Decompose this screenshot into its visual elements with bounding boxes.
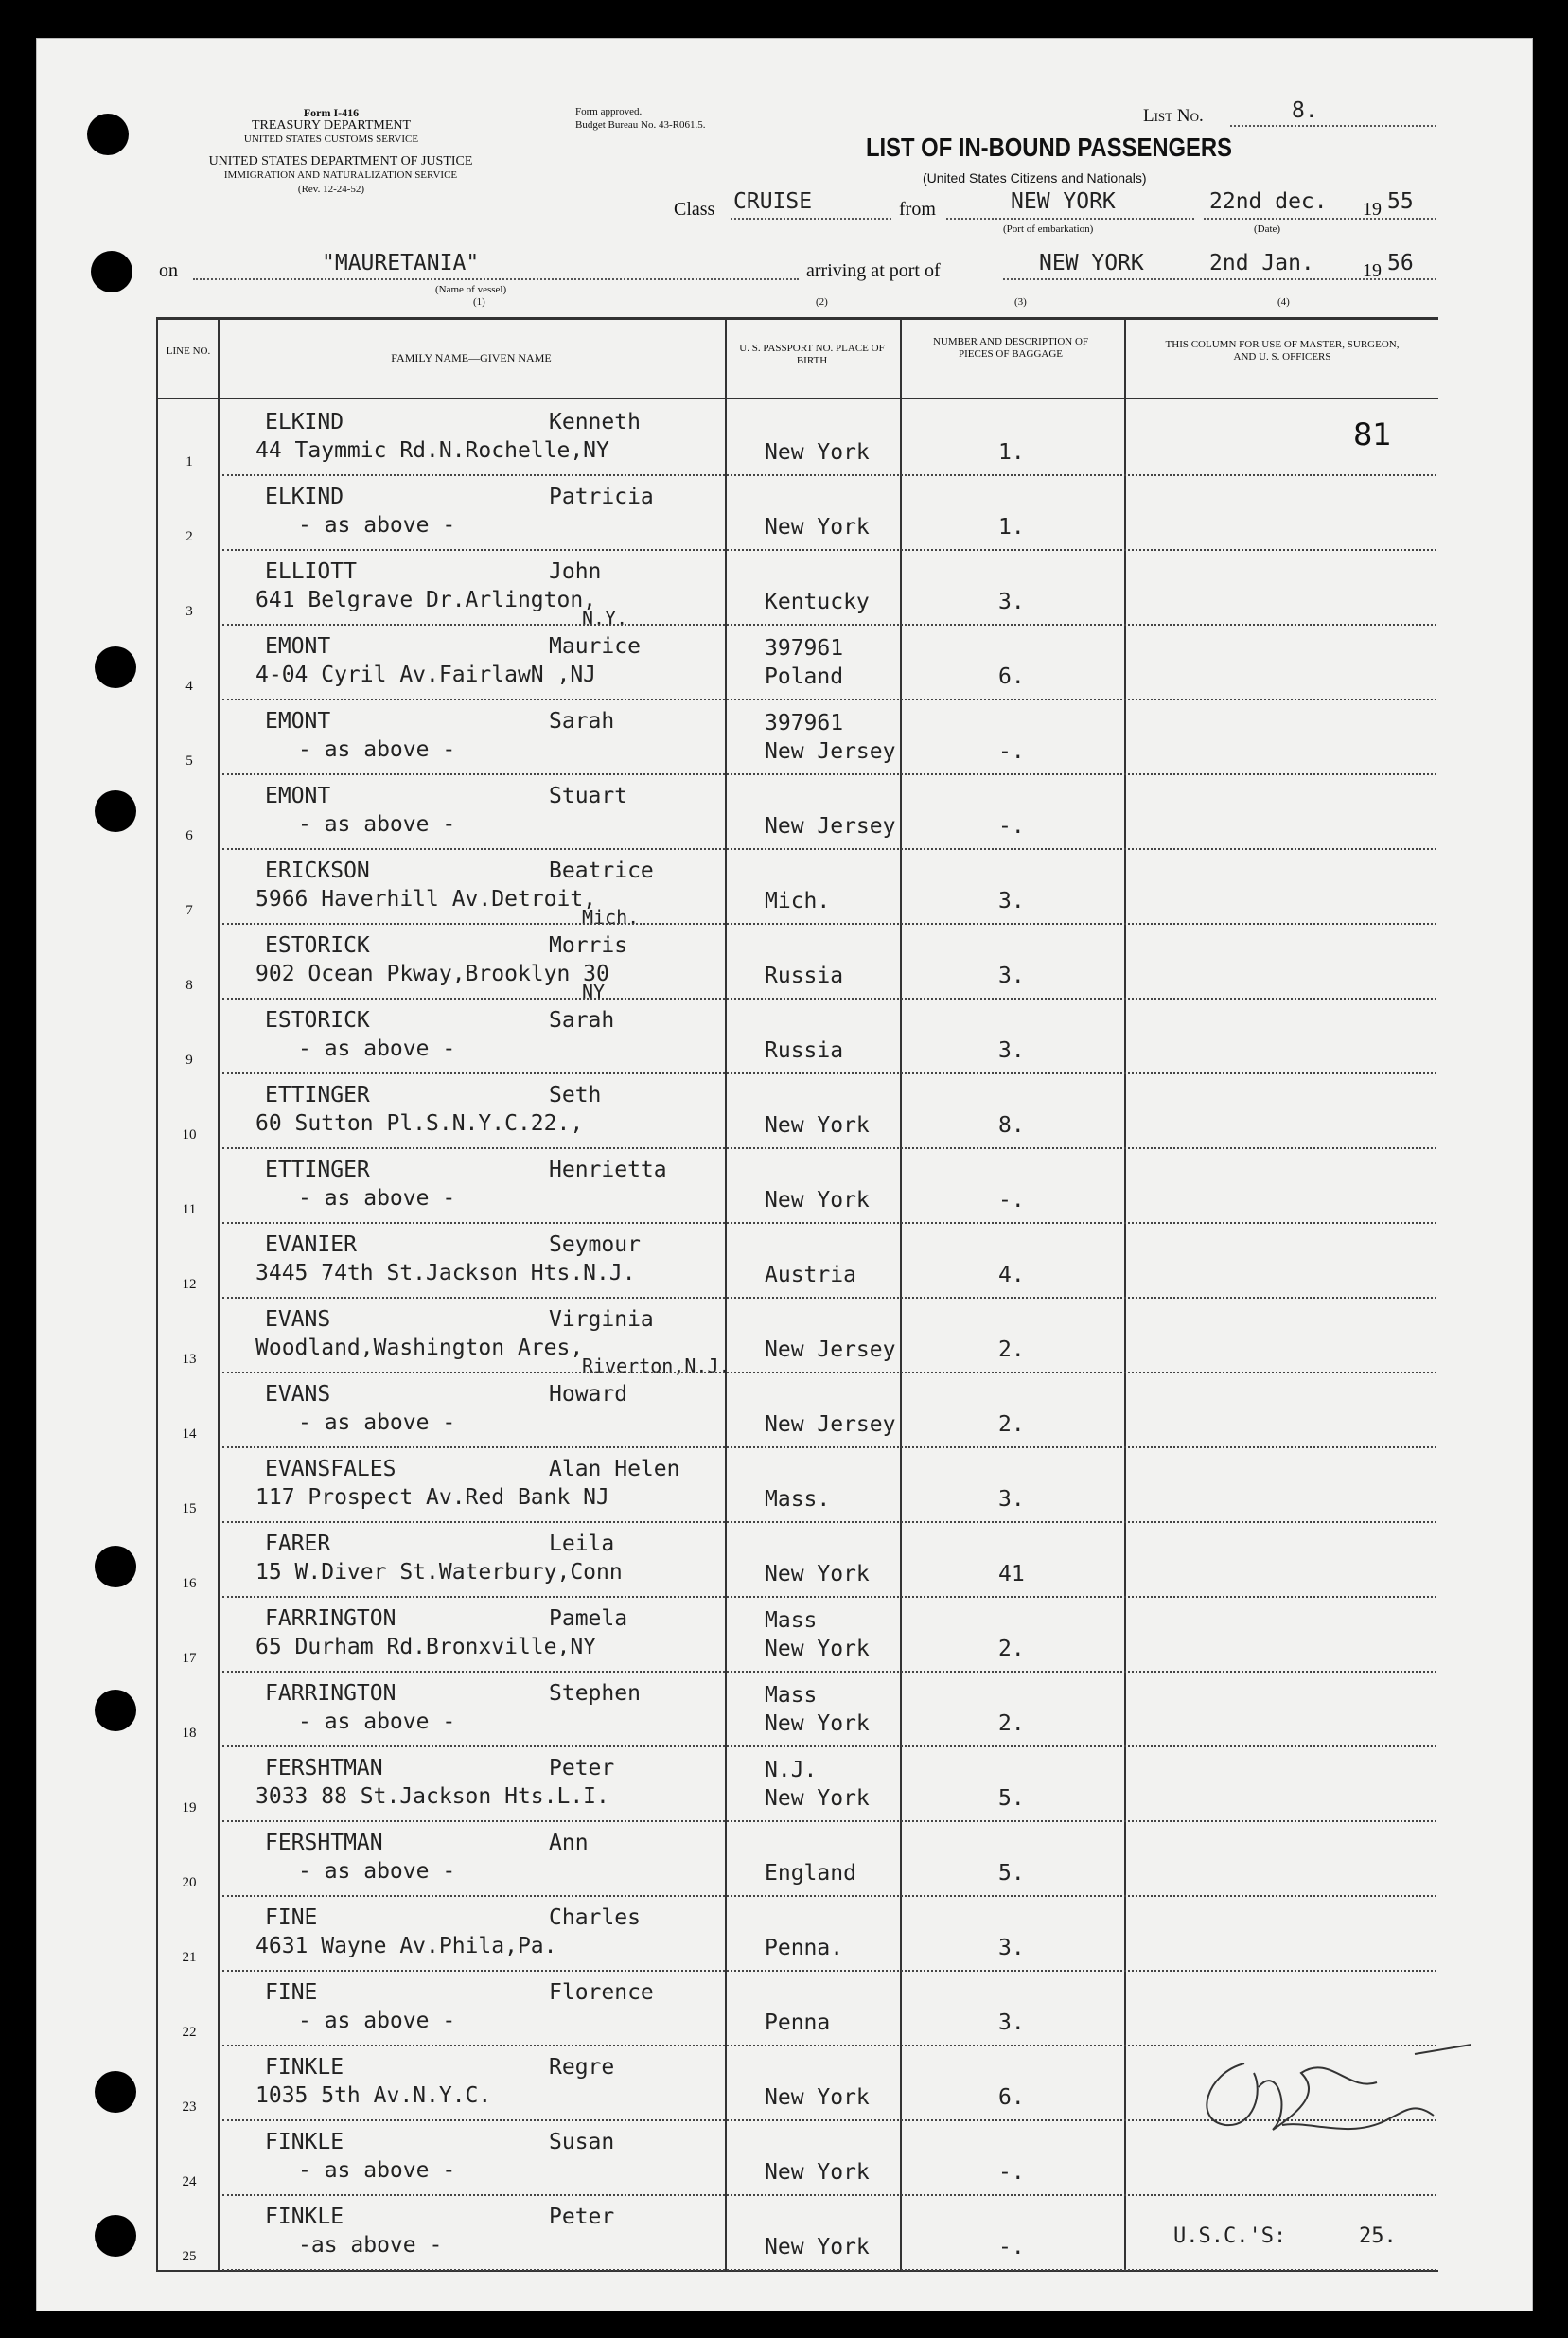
place-of-birth: New Jersey — [765, 814, 896, 839]
port-embark-caption: (Port of embarkation) — [1003, 223, 1094, 235]
place-of-birth: Austria — [765, 1263, 856, 1287]
row-divider — [222, 1596, 1436, 1598]
line-number: 8 — [185, 978, 193, 993]
justice-dept: UNITED STATES DEPARTMENT OF JUSTICE — [208, 154, 473, 168]
address: 3445 74th St.Jackson Hts.N.J. — [255, 1261, 636, 1285]
address: 117 Prospect Av.Red Bank NJ — [255, 1485, 609, 1510]
address: - as above - — [298, 1859, 456, 1884]
family-name: EMONT — [265, 709, 331, 734]
address: - as above - — [298, 2158, 456, 2183]
binder-hole — [95, 646, 136, 688]
place-of-birth: Kentucky — [765, 590, 870, 614]
row-divider — [222, 1072, 1436, 1074]
place-of-birth: New York — [765, 1562, 870, 1586]
baggage-count: 3. — [998, 1487, 1025, 1512]
place-of-birth: New Jersey — [765, 1337, 896, 1362]
place-of-birth: England — [765, 1861, 856, 1886]
family-name: FERSHTMAN — [265, 1831, 383, 1855]
given-name: Beatrice — [549, 859, 654, 883]
family-name: FARER — [265, 1532, 331, 1556]
officer-count: 81 — [1353, 416, 1392, 452]
arrival-year: 56 — [1387, 251, 1414, 275]
address: - as above - — [298, 1036, 456, 1061]
family-name: ERICKSON — [265, 859, 370, 883]
address-continued: Riverton,N.J. — [582, 1355, 731, 1377]
place-of-birth: New York — [765, 2235, 870, 2259]
usc-label: U.S.C.'S: — [1173, 2224, 1287, 2248]
line-number: 6 — [185, 828, 193, 843]
class-value: CRUISE — [733, 189, 813, 214]
address: - as above - — [298, 737, 456, 762]
line-number: 9 — [185, 1053, 193, 1068]
baggage-count: 2. — [998, 1637, 1025, 1661]
row-divider — [222, 624, 1436, 626]
baggage-count: 5. — [998, 1861, 1025, 1886]
baggage-count: 2. — [998, 1337, 1025, 1362]
address: 5966 Haverhill Av.Detroit, — [255, 887, 597, 912]
given-name: Sarah — [549, 709, 615, 734]
arrival-port: NEW YORK — [1039, 251, 1144, 275]
line-number: 13 — [182, 1352, 197, 1367]
line-number: 1 — [185, 454, 193, 469]
line-number: 18 — [182, 1726, 197, 1741]
family-name: ESTORICK — [265, 933, 370, 958]
baggage-count: 2. — [998, 1711, 1025, 1736]
baggage-count: 3. — [998, 964, 1025, 988]
row-divider — [222, 1820, 1436, 1822]
vessel-caption-num: (1) — [473, 296, 485, 308]
form-approved: Form approved. — [575, 106, 643, 117]
given-name: Henrietta — [549, 1158, 667, 1182]
line-number: 20 — [182, 1875, 197, 1890]
row-divider — [222, 1297, 1436, 1299]
address: - as above - — [298, 2009, 456, 2033]
baggage-count: 3. — [998, 1038, 1025, 1063]
page-subtitle: (United States Citizens and Nationals) — [923, 170, 1147, 186]
baggage-count: 6. — [998, 2085, 1025, 2110]
budget-bureau: Budget Bureau No. 43-R061.5. — [575, 119, 706, 131]
vessel-caption: (Name of vessel) — [435, 284, 507, 295]
row-divider — [222, 1222, 1436, 1224]
given-name: Charles — [549, 1905, 641, 1930]
binder-hole — [95, 1690, 136, 1731]
col-header-baggage: NUMBER AND DESCRIPTION OF PIECES OF BAGGAGE — [932, 336, 1089, 360]
col2-caption: (2) — [816, 296, 828, 308]
given-name: Maurice — [549, 634, 641, 659]
line-number: 3 — [185, 604, 193, 619]
baggage-count: 3. — [998, 2010, 1025, 2035]
line-number: 14 — [182, 1426, 197, 1442]
baggage-count: 1. — [998, 440, 1025, 465]
given-name: Regre — [549, 2055, 615, 2080]
given-name: Howard — [549, 1382, 628, 1407]
line-number: 17 — [182, 1651, 197, 1666]
year-prefix-2: 19 — [1363, 260, 1382, 281]
given-name: Morris — [549, 933, 628, 958]
place-of-birth: New York — [765, 1711, 870, 1736]
treasury-dept: TREASURY DEPARTMENT — [251, 118, 412, 133]
baggage-count: -. — [998, 739, 1025, 764]
line-number: 24 — [182, 2174, 197, 2189]
given-name: John — [549, 559, 602, 584]
family-name: ESTORICK — [265, 1008, 370, 1033]
family-name: EMONT — [265, 784, 331, 808]
row-divider — [222, 1372, 1436, 1373]
line-number: 23 — [182, 2099, 197, 2115]
row-divider — [222, 1147, 1436, 1149]
place-of-birth: New York — [765, 1188, 870, 1213]
baggage-count: -. — [998, 814, 1025, 839]
binder-hole — [91, 251, 132, 292]
row-divider — [222, 1671, 1436, 1673]
place-of-birth: New York — [765, 440, 870, 465]
line-number: 11 — [182, 1202, 197, 1217]
row-divider — [222, 549, 1436, 551]
family-name: EMONT — [265, 634, 331, 659]
baggage-count: -. — [998, 1188, 1025, 1213]
immigration-service: IMMIGRATION AND NATURALIZATION SERVICE — [223, 169, 458, 181]
place-of-birth: New York — [765, 1637, 870, 1661]
binder-hole — [95, 790, 136, 832]
address: - as above - — [298, 1410, 456, 1435]
row-divider — [222, 699, 1436, 700]
baggage-count: 4. — [998, 1263, 1025, 1287]
row-divider — [222, 923, 1436, 925]
address: 4631 Wayne Av.Phila,Pa. — [255, 1934, 557, 1958]
date-caption: (Date) — [1254, 223, 1281, 235]
family-name: FINKLE — [265, 2205, 344, 2229]
family-name: FARRINGTON — [265, 1606, 396, 1631]
given-name: Alan Helen — [549, 1457, 680, 1481]
arriving-label: arriving at port of — [806, 260, 941, 281]
year-prefix-1: 19 — [1363, 199, 1382, 220]
row-divider — [222, 1970, 1436, 1972]
col3-caption: (3) — [1014, 296, 1027, 308]
address: Woodland,Washington Ares, — [255, 1336, 584, 1360]
line-number: 4 — [185, 679, 193, 694]
place-of-birth: New Jersey — [765, 1412, 896, 1437]
place-of-birth: Russia — [765, 964, 844, 988]
arrival-date: 2nd Jan. — [1209, 251, 1314, 275]
departure-year: 55 — [1387, 189, 1414, 214]
table-top-border — [156, 317, 1438, 320]
given-name: Pamela — [549, 1606, 628, 1631]
row-divider — [222, 1446, 1436, 1448]
family-name: FINE — [265, 1980, 318, 2005]
place-of-birth: New York — [765, 1786, 870, 1811]
family-name: ETTINGER — [265, 1158, 370, 1182]
family-name: EVANS — [265, 1382, 331, 1407]
given-name: Kenneth — [549, 410, 641, 434]
given-name: Seth — [549, 1083, 602, 1107]
row-divider — [222, 1895, 1436, 1897]
place-of-birth: Penna — [765, 2010, 831, 2035]
col-header-line: LINE NO. — [166, 345, 211, 357]
address: - as above - — [298, 1186, 456, 1211]
table-header-border — [156, 398, 1438, 399]
family-name: ELKIND — [265, 410, 344, 434]
binder-hole — [95, 1546, 136, 1587]
binder-hole — [95, 2215, 136, 2257]
row-divider — [222, 1745, 1436, 1747]
line-number: 25 — [182, 2249, 197, 2264]
address: 4-04 Cyril Av.FairlawN ,NJ — [255, 663, 597, 687]
address: 641 Belgrave Dr.Arlington, — [255, 588, 597, 612]
address: 1035 5th Av.N.Y.C. — [255, 2083, 492, 2108]
address: 3033 88 St.Jackson Hts.L.I. — [255, 1784, 609, 1809]
table-left-border — [156, 317, 158, 2272]
line-number: 12 — [182, 1277, 197, 1292]
baggage-count: -. — [998, 2235, 1025, 2259]
family-name: FINKLE — [265, 2130, 344, 2154]
family-name: ETTINGER — [265, 1083, 370, 1107]
family-name: EVANIER — [265, 1232, 357, 1257]
page-title: LIST OF IN-BOUND PASSENGERS — [866, 133, 1233, 162]
row-divider — [222, 773, 1436, 775]
given-name: Patricia — [549, 485, 654, 509]
row-divider — [222, 998, 1436, 1000]
passport-number: 397961 — [765, 711, 844, 735]
row-divider — [222, 848, 1436, 850]
line-number: 22 — [182, 2025, 197, 2040]
given-name: Susan — [549, 2130, 615, 2154]
address-continued: NY — [582, 981, 606, 1003]
col-header-name: FAMILY NAME—GIVEN NAME — [391, 351, 552, 364]
family-name: ELLIOTT — [265, 559, 357, 584]
line-number: 10 — [182, 1127, 197, 1142]
family-name: FINE — [265, 1905, 318, 1930]
address: 15 W.Diver St.Waterbury,Conn — [255, 1560, 623, 1585]
passport-number: Mass — [765, 1683, 818, 1708]
line-number: 5 — [185, 753, 193, 769]
officer-signature — [1188, 2035, 1471, 2149]
baggage-count: 3. — [998, 590, 1025, 614]
col-header-officers: THIS COLUMN FOR USE OF MASTER, SURGEON, AND U. S. OFFICERS — [1165, 339, 1400, 363]
binder-hole — [87, 114, 129, 155]
address: 44 Taymmic Rd.N.Rochelle,NY — [255, 438, 609, 463]
binder-hole — [95, 2071, 136, 2113]
given-name: Peter — [549, 2205, 615, 2229]
given-name: Seymour — [549, 1232, 641, 1257]
address: - as above - — [298, 1709, 456, 1734]
place-of-birth: New York — [765, 515, 870, 540]
departure-date: 22nd dec. — [1209, 189, 1328, 214]
list-no-value: 8. — [1292, 98, 1318, 123]
line-number: 21 — [182, 1950, 197, 1965]
family-name: EVANSFALES — [265, 1457, 396, 1481]
address: - as above - — [298, 513, 456, 538]
given-name: Sarah — [549, 1008, 615, 1033]
place-of-birth: New York — [765, 2085, 870, 2110]
address: 902 Ocean Pkway,Brooklyn 30 — [255, 962, 609, 986]
vessel-name: "MAURETANIA" — [322, 251, 480, 275]
family-name: FINKLE — [265, 2055, 344, 2080]
address: 65 Durham Rd.Bronxville,NY — [255, 1635, 597, 1659]
class-label: Class — [674, 199, 715, 220]
family-name: ELKIND — [265, 485, 344, 509]
line-number: 15 — [182, 1501, 197, 1516]
place-of-birth: New York — [765, 1113, 870, 1138]
family-name: FERSHTMAN — [265, 1756, 383, 1780]
address: - as above - — [298, 812, 456, 837]
col4-caption: (4) — [1277, 296, 1290, 308]
address: 60 Sutton Pl.S.N.Y.C.22., — [255, 1111, 584, 1136]
form-number: Form I-416 — [303, 106, 360, 119]
list-no-label: List No. — [1143, 106, 1204, 126]
passport-number: N.J. — [765, 1758, 818, 1782]
baggage-count: 5. — [998, 1786, 1025, 1811]
place-of-birth: New Jersey — [765, 739, 896, 764]
place-of-birth: New York — [765, 2160, 870, 2185]
family-name: FARRINGTON — [265, 1681, 396, 1706]
baggage-count: 3. — [998, 1936, 1025, 1960]
line-number: 16 — [182, 1576, 197, 1591]
line-number: 2 — [185, 529, 193, 544]
given-name: Stephen — [549, 1681, 641, 1706]
place-of-birth: Russia — [765, 1038, 844, 1063]
row-divider — [222, 1521, 1436, 1523]
baggage-count: 6. — [998, 664, 1025, 689]
baggage-count: 1. — [998, 515, 1025, 540]
line-number: 7 — [185, 903, 193, 918]
from-label: from — [899, 199, 936, 220]
place-of-birth: Penna. — [765, 1936, 844, 1960]
row-divider — [222, 2269, 1436, 2271]
place-of-birth: Mich. — [765, 889, 831, 913]
line-number: 19 — [182, 1800, 197, 1815]
passport-number: Mass — [765, 1608, 818, 1633]
baggage-count: -. — [998, 2160, 1025, 2185]
passport-number: 397961 — [765, 636, 844, 661]
baggage-count: 2. — [998, 1412, 1025, 1437]
on-label: on — [159, 260, 178, 281]
family-name: EVANS — [265, 1307, 331, 1332]
baggage-count: 41 — [998, 1562, 1025, 1586]
given-name: Leila — [549, 1532, 615, 1556]
given-name: Ann — [549, 1831, 589, 1855]
baggage-count: 3. — [998, 889, 1025, 913]
usc-value: 25. — [1359, 2224, 1397, 2248]
from-value: NEW YORK — [1011, 189, 1116, 214]
address: -as above - — [298, 2233, 443, 2258]
address-continued: N.Y. — [582, 607, 628, 629]
row-divider — [222, 474, 1436, 476]
given-name: Stuart — [549, 784, 628, 808]
address-continued: Mich. — [582, 906, 640, 929]
row-divider — [222, 2194, 1436, 2196]
col-header-passport: U. S. PASSPORT NO. PLACE OF BIRTH — [739, 343, 885, 366]
customs-service: UNITED STATES CUSTOMS SERVICE — [243, 133, 419, 145]
given-name: Virginia — [549, 1307, 654, 1332]
place-of-birth: Mass. — [765, 1487, 831, 1512]
revision-date: (Rev. 12-24-52) — [297, 184, 365, 195]
place-of-birth: Poland — [765, 664, 844, 689]
given-name: Peter — [549, 1756, 615, 1780]
baggage-count: 8. — [998, 1113, 1025, 1138]
given-name: Florence — [549, 1980, 654, 2005]
